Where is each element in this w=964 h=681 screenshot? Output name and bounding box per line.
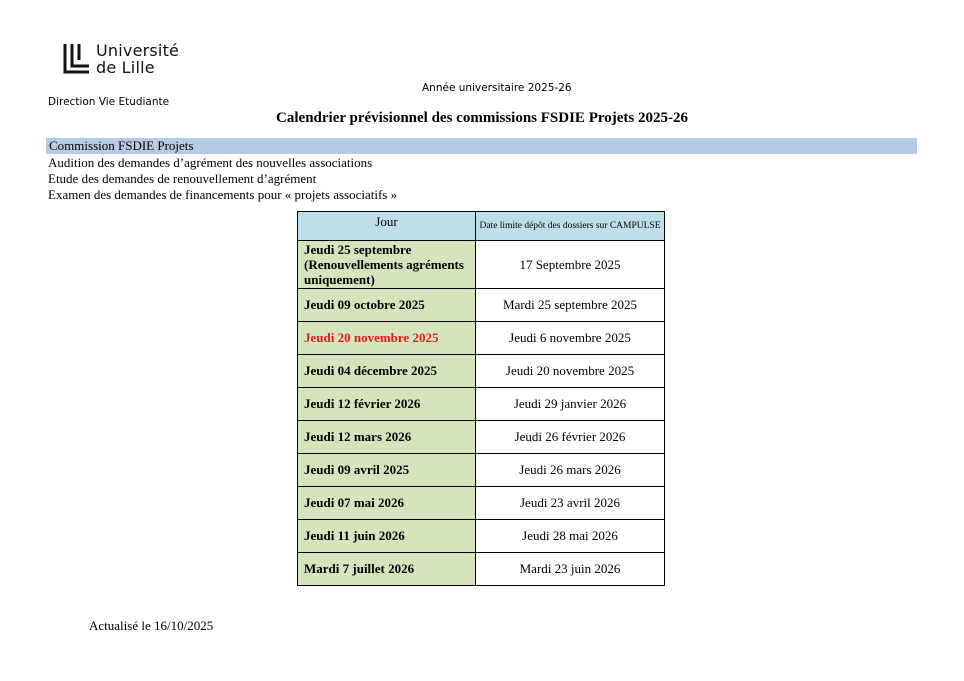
logo-line2: de Lille	[96, 58, 155, 77]
page-title: Calendrier prévisionnel des commissions FSDIE Projets 2025-26	[276, 110, 688, 126]
commission-line-3: Examen des demandes de financements pour « projets associatifs »	[48, 187, 398, 202]
day-cell: Jeudi 07 mai 2026	[298, 487, 476, 520]
table-row	[298, 520, 665, 553]
day-cell: Jeudi 04 décembre 2025	[298, 355, 476, 388]
calendar-table	[297, 211, 665, 586]
day-cell: Jeudi 25 septembre (Renouvellements agréments uniquement)	[298, 241, 476, 289]
deadline-cell: Jeudi 29 janvier 2026	[476, 388, 665, 421]
deadline-cell: Jeudi 26 février 2026	[476, 421, 665, 454]
day-cell: Jeudi 09 avril 2025	[298, 454, 476, 487]
deadline-cell: Jeudi 6 novembre 2025	[476, 322, 665, 355]
day-cell: Jeudi 12 février 2026	[298, 388, 476, 421]
deadline-cell: Jeudi 20 novembre 2025	[476, 355, 665, 388]
commission-label: Commission FSDIE Projets	[46, 138, 917, 154]
day-cell: Jeudi 12 mars 2026	[298, 421, 476, 454]
table-row	[298, 421, 665, 454]
header-day: Jour	[298, 212, 476, 241]
deadline-cell: Mardi 23 juin 2026	[476, 553, 665, 586]
table-row	[298, 553, 665, 586]
deadline-cell: Jeudi 26 mars 2026	[476, 454, 665, 487]
logo-line1: Université	[96, 41, 180, 60]
deadline-cell: Mardi 25 septembre 2025	[476, 289, 665, 322]
table-row	[298, 241, 665, 289]
day-cell: Mardi 7 juillet 2026	[298, 553, 476, 586]
deadline-cell: 17 Septembre 2025	[476, 241, 665, 289]
academic-year: Année universitaire 2025-26	[422, 82, 572, 94]
day-cell-highlighted: Jeudi 20 novembre 2025	[298, 322, 476, 355]
deadline-cell: Jeudi 23 avril 2026	[476, 487, 665, 520]
last-updated: Actualisé le 16/10/2025	[89, 618, 214, 633]
deadline-cell: Jeudi 28 mai 2026	[476, 520, 665, 553]
direction-label: Direction Vie Etudiante	[48, 96, 170, 108]
commission-line-2: Etude des demandes de renouvellement d’agrément	[48, 171, 317, 186]
day-cell: Jeudi 11 juin 2026	[298, 520, 476, 553]
table-row	[298, 487, 665, 520]
university-logo-icon	[62, 42, 92, 76]
day-cell: Jeudi 09 octobre 2025	[298, 289, 476, 322]
header-deadline: Date limite dépôt des dossiers sur CAMPULSE	[476, 212, 665, 241]
table-row	[298, 454, 665, 487]
table-header-row	[298, 212, 665, 241]
table-row	[298, 388, 665, 421]
table-row	[298, 289, 665, 322]
table-row	[298, 322, 665, 355]
table-row	[298, 355, 665, 388]
university-logo	[62, 42, 192, 82]
commission-line-1: Audition des demandes d’agrément des nouvelles associations	[48, 155, 373, 170]
